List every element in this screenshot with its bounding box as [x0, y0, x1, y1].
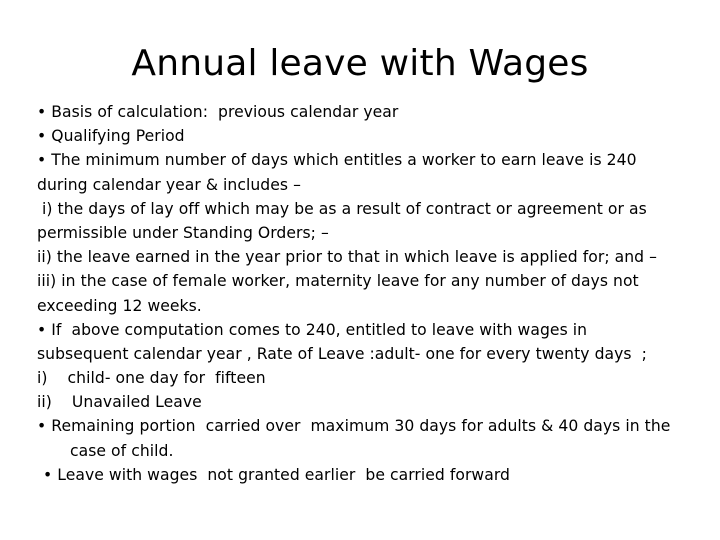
bullet-line: • Basis of calculation: previous calendar year	[37, 103, 399, 121]
text-line: permissible under Standing Orders; –	[37, 223, 329, 242]
text-line: ii) the leave earned in the year prior to that in which leave is applied for; and –	[37, 248, 657, 267]
bullet-line: • The minimum number of days which entitles a worker to earn leave is 240	[37, 151, 637, 170]
text-line: exceeding 12 weeks.	[37, 296, 202, 315]
bullet-line: • Qualifying Period	[37, 127, 185, 146]
slide-body	[37, 100, 697, 487]
text-line: i) the days of lay off which may be as a result of contract or agreement or as	[37, 199, 647, 218]
text-line: subsequent calendar year , Rate of Leave :adult- one for every twenty days ;	[37, 344, 647, 363]
text-line: i) child- one day for fifteen	[37, 369, 266, 388]
text-line: iii) in the case of female worker, maternity leave for any number of days not	[37, 272, 639, 291]
text-line: during calendar year & includes –	[37, 175, 301, 194]
text-line: ii) Unavailed Leave	[37, 393, 202, 412]
slide-title: Annual leave with Wages	[131, 43, 589, 84]
text-line: case of child.	[70, 441, 174, 460]
bullet-line: • If above computation comes to 240, entitled to leave with wages in	[37, 320, 588, 339]
bullet-line: • Remaining portion carried over maximum 30 days for adults & 40 days in the	[37, 417, 671, 436]
bullet-line: • Leave with wages not granted earlier be carried forward	[43, 465, 510, 484]
